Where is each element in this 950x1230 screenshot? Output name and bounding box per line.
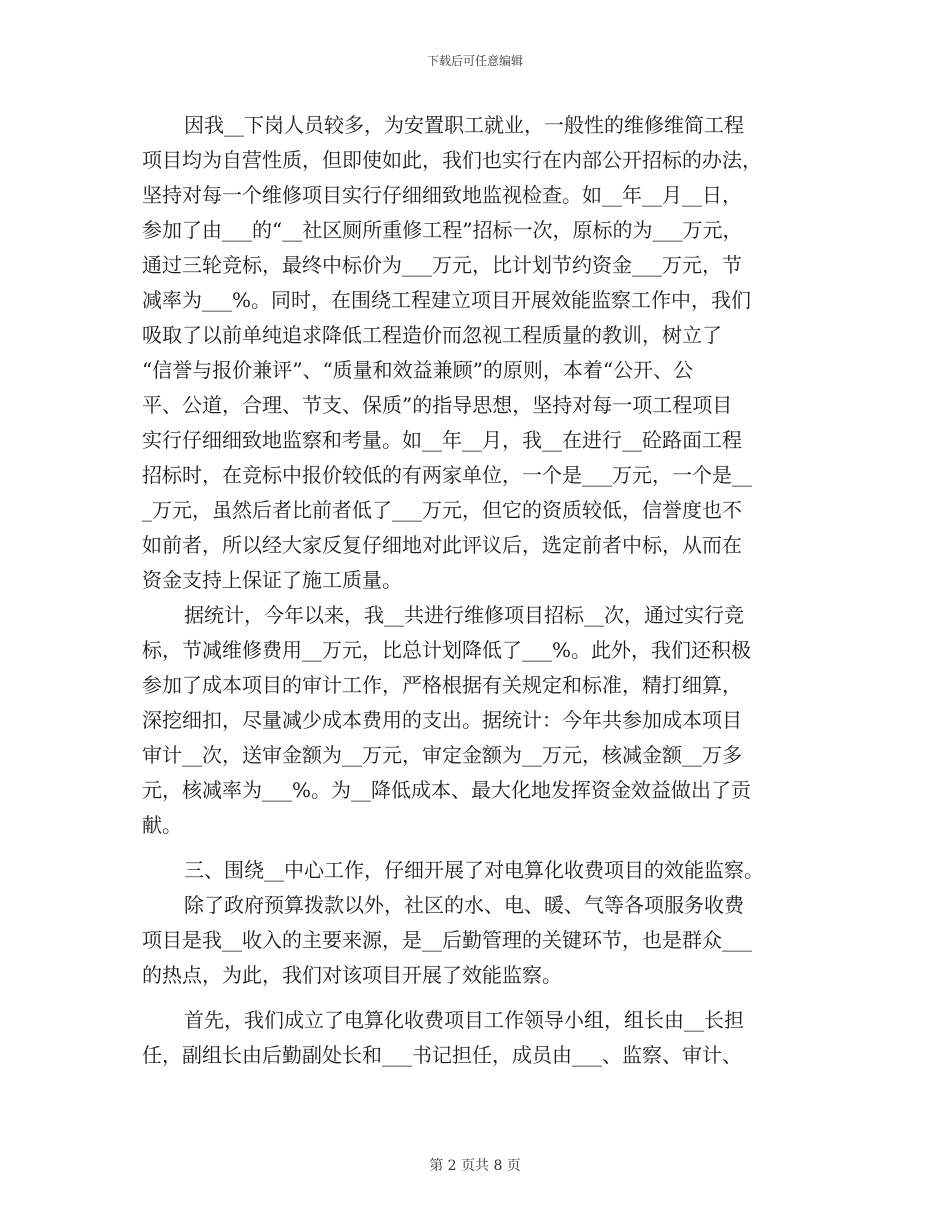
text-line: 平、公道，合理、节支、保质”的指导思想，坚持对每一项工程项目 [142, 393, 733, 417]
text-line: 任，副组长由后勤副处长和___书记担任，成员由___、监察、审计、 [142, 1043, 742, 1067]
text-line: 献。 [142, 813, 182, 837]
text-line: 实行仔细细致地监察和考量。如__年__月，我__在进行__砼路面工程 [142, 428, 742, 452]
section-heading [142, 853, 812, 888]
paragraph-4 [142, 1003, 812, 1073]
page-header: 下载后可任意编辑 [426, 54, 523, 68]
text-line: 参加了成本项目的审计工作，严格根据有关规定和标准，精打细算， [142, 673, 742, 697]
text-line: _万元，虽然后者比前者低了___万元，但它的资质较低，信誉度也不 [142, 498, 742, 522]
text-line: 吸取了以前单纯追求降低工程造价而忽视工程质量的教训，树立了 [142, 323, 722, 347]
text-line: 如前者，所以经大家反复仔细地对此评议后，选定前者中标，从而在 [142, 533, 742, 557]
text-line: 招标时，在竞标中报价较低的有两家单位，一个是___万元，一个是__ [142, 463, 752, 487]
text-line: 的热点，为此，我们对该项目开展了效能监察。 [142, 963, 562, 987]
text-line: 资金支持上保证了施工质量。 [142, 568, 402, 592]
text-line: 除了政府预算拨款以外，社区的水、电、暖、气等各项服务收费 [184, 893, 744, 917]
text-line: 项目均为自营性质，但即使如此，我们也实行在内部公开招标的办法， [142, 148, 762, 172]
text-line: 首先，我们成立了电算化收费项目工作领导小组，组长由__长担 [184, 1008, 744, 1032]
section-heading-text: 三、围绕__中心工作，仔细开展了对电算化收费项目的效能监察。 [184, 858, 764, 882]
text-line: 坚持对每一个维修项目实行仔细细致地监视检查。如__年__月__日， [142, 183, 742, 207]
text-line: 深挖细扣，尽量减少成本费用的支出。据统计：今年共参加成本项目 [142, 708, 742, 732]
text-line: 项目是我__收入的主要来源，是__后勤管理的关键环节，也是群众___ [142, 928, 752, 952]
page-number: 第 2 页共 8 页 [429, 1158, 521, 1174]
paragraph-3 [142, 888, 812, 993]
text-line: 审计__次，送审金额为__万元，审定金额为__万元，核减金额__万多 [142, 743, 742, 767]
text-line: 据统计，今年以来，我__共进行维修项目招标__次，通过实行竞 [184, 603, 744, 627]
text-line: 元，核减率为___%。为__降低成本、最大化地发挥资金效益做出了贡 [142, 778, 752, 802]
text-line: 参加了由___的“__社区厕所重修工程”招标一次，原标的为___万元， [142, 218, 743, 242]
text-line: 通过三轮竞标，最终中标价为___万元，比计划节约资金___万元，节 [142, 253, 742, 277]
text-line: “信誉与报价兼评”、“质量和效益兼顾”的原则，本着“公开、公 [142, 358, 694, 382]
paragraph-1 [142, 108, 812, 598]
text-line: 因我__下岗人员较多，为安置职工就业，一般性的维修维简工程 [184, 113, 744, 137]
document-body [142, 108, 812, 1073]
paragraph-2 [142, 598, 812, 843]
text-line: 减率为___%。同时，在围绕工程建立项目开展效能监察工作中，我们 [142, 288, 752, 312]
text-line: 标，节减维修费用__万元，比总计划降低了___%。此外，我们还积极 [142, 638, 752, 662]
